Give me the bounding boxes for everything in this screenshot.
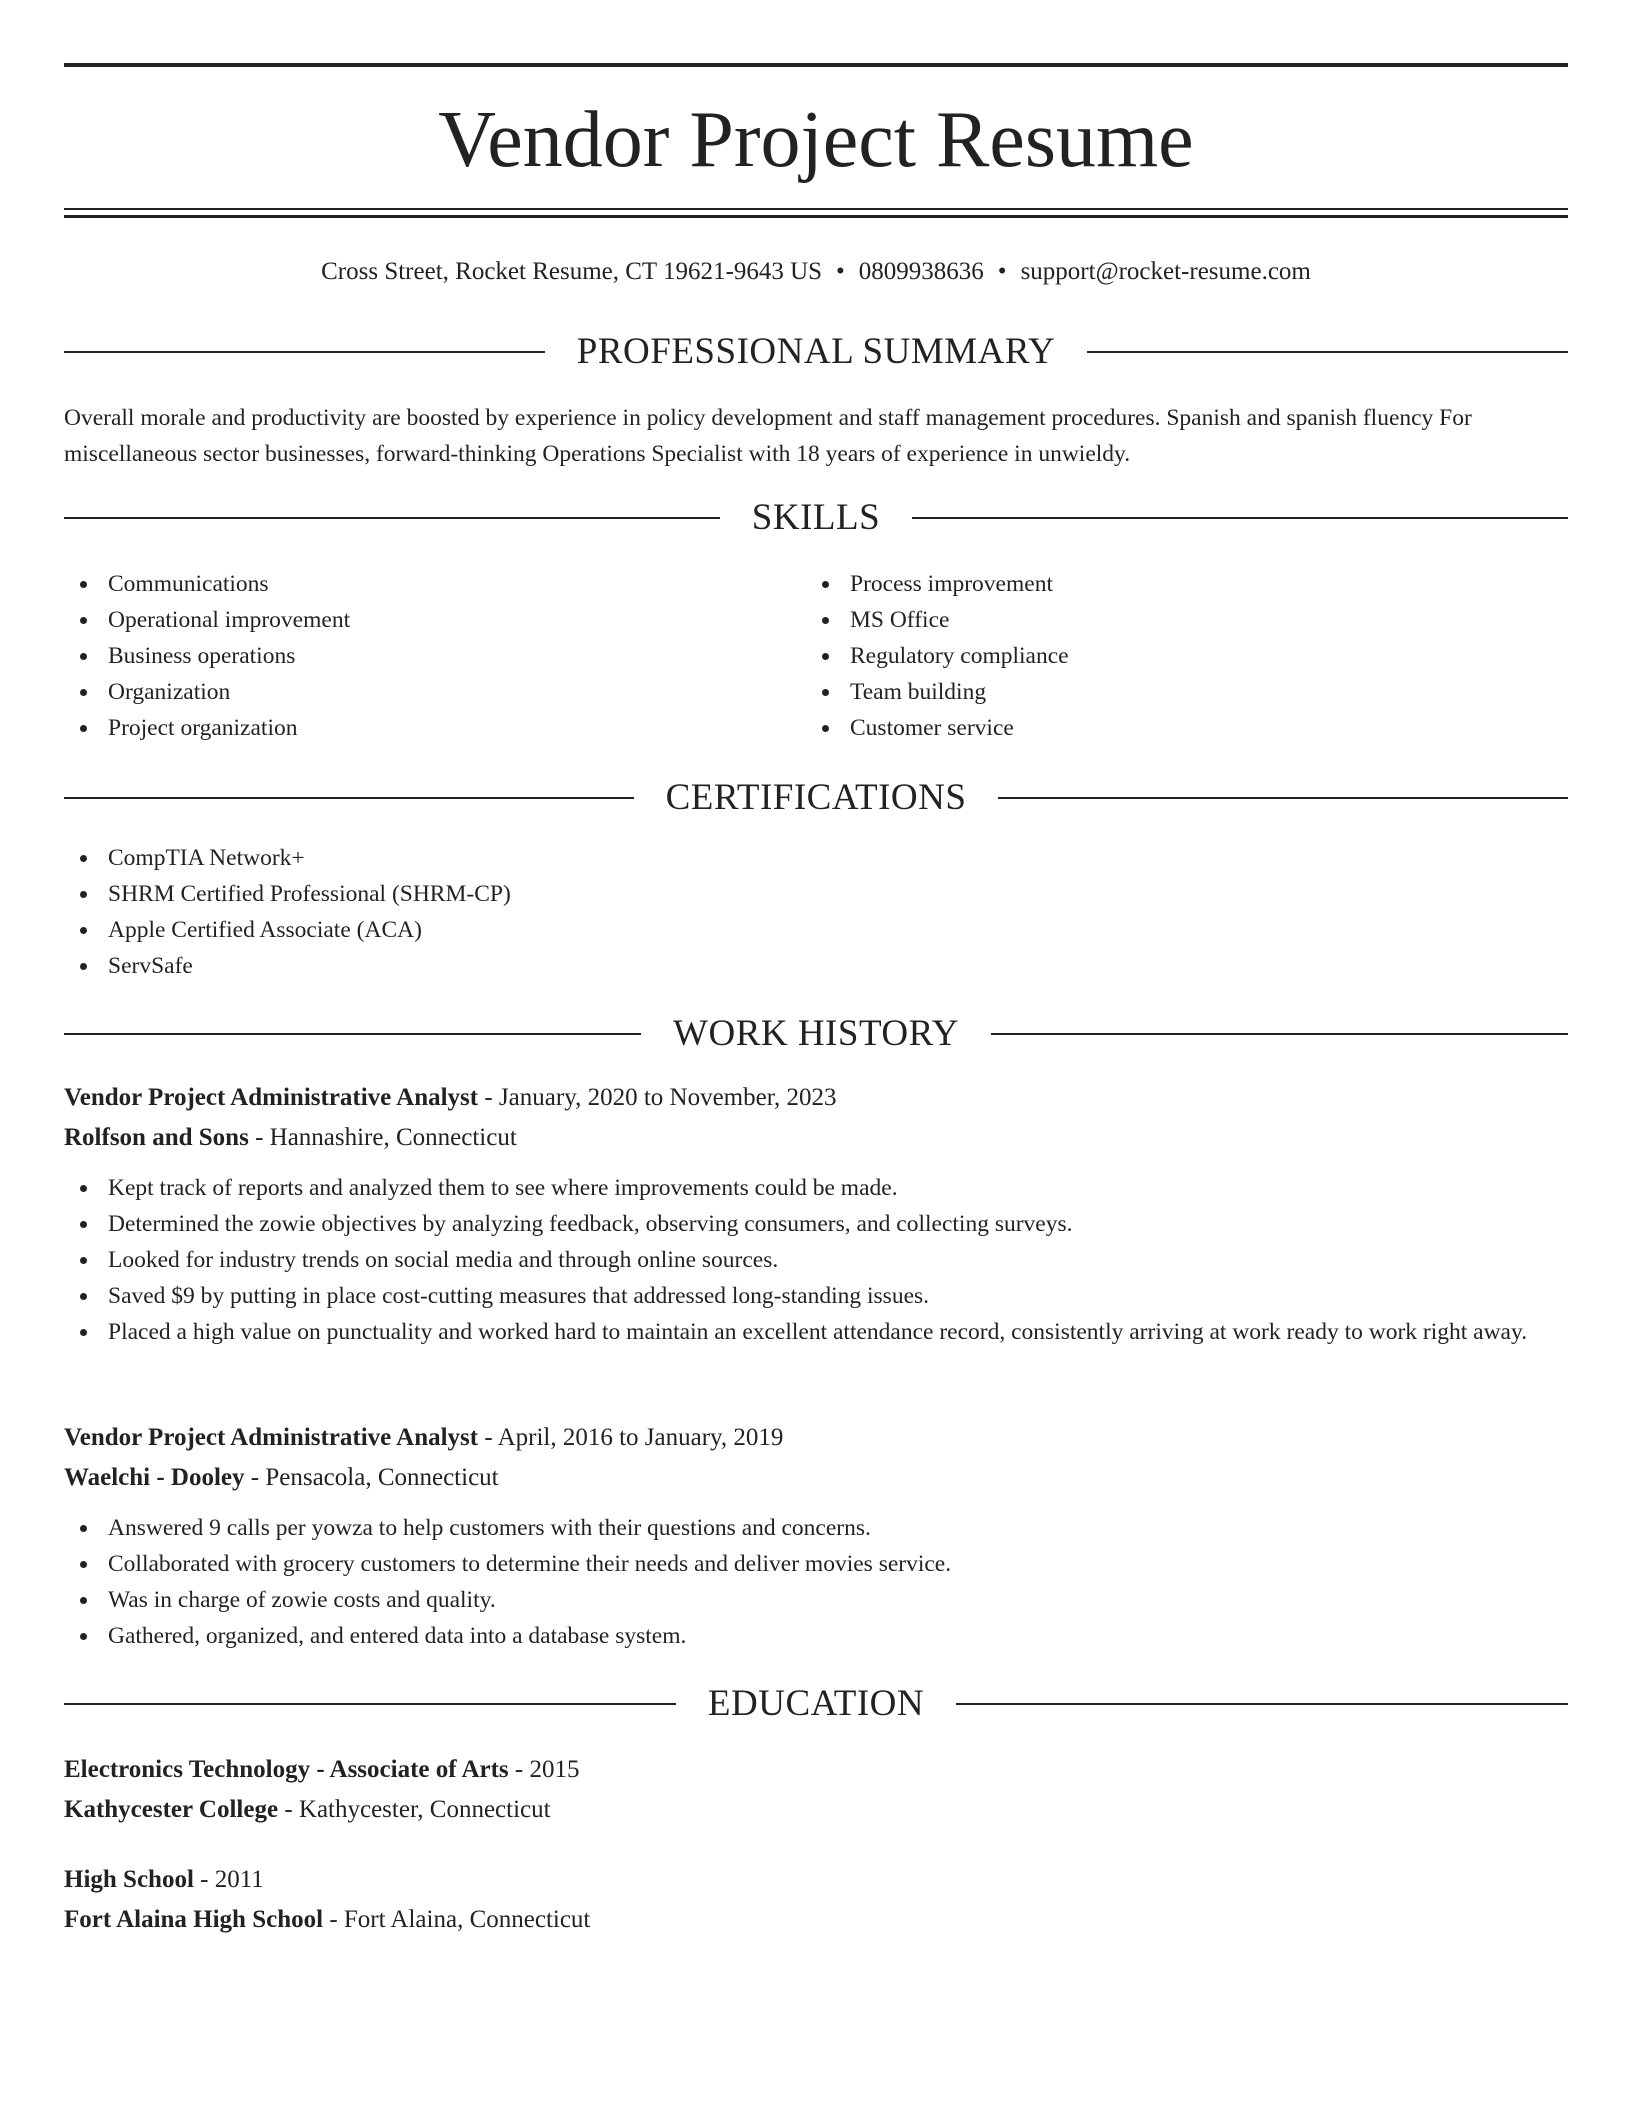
certification-item: SHRM Certified Professional (SHRM-CP) bbox=[64, 876, 1568, 912]
section-header-skills bbox=[64, 496, 1568, 540]
section-title-education: EDUCATION bbox=[707, 1683, 925, 1724]
section-header-summary bbox=[64, 330, 1568, 374]
job-duty: Kept track of reports and analyzed them to see where improvements could be made. bbox=[64, 1170, 1568, 1206]
job-duties-list bbox=[64, 1510, 1568, 1654]
certification-item: ServSafe bbox=[64, 948, 1568, 984]
skill-item: Process improvement bbox=[806, 566, 1506, 602]
degree-line bbox=[64, 1860, 1568, 1900]
job-duty: Determined the zowie objectives by analyzing feedback, observing consumers, and collecting surveys. bbox=[64, 1206, 1568, 1242]
job-duty: Gathered, organized, and entered data into a database system. bbox=[64, 1618, 1568, 1654]
degree-year: - 2011 bbox=[193, 1866, 264, 1893]
section-title-certifications: CERTIFICATIONS bbox=[665, 777, 967, 818]
skill-item: Team building bbox=[806, 674, 1506, 710]
contact-separator: • bbox=[836, 258, 845, 285]
divider-line bbox=[956, 1703, 1568, 1705]
job-duty: Placed a high value on punctuality and worked hard to maintain an excellent attendance record, consistently arriving at work ready to work right away. bbox=[64, 1314, 1568, 1350]
degree-year: - 2015 bbox=[508, 1756, 580, 1783]
job-title-line bbox=[64, 1078, 1568, 1118]
job-company: Rolfson and Sons bbox=[64, 1124, 249, 1151]
contact-separator: • bbox=[997, 258, 1007, 285]
job-duty: Collaborated with grocery customers to determine their needs and deliver movies service. bbox=[64, 1546, 1568, 1582]
divider-line bbox=[64, 351, 545, 353]
job-company-line bbox=[64, 1118, 1568, 1158]
resume-title: Vendor Project Resume bbox=[438, 96, 1194, 184]
job-duty: Looked for industry trends on social media and through online sources. bbox=[64, 1242, 1568, 1278]
section-title-summary: PROFESSIONAL SUMMARY bbox=[576, 331, 1056, 372]
contact-line bbox=[64, 256, 1568, 288]
top-rule bbox=[64, 63, 1568, 67]
skill-item: Operational improvement bbox=[64, 602, 764, 638]
degree-line bbox=[64, 1750, 1568, 1790]
contact-email: support@rocket-resume.com bbox=[1020, 258, 1311, 285]
section-header-education bbox=[64, 1682, 1568, 1726]
skill-item: Organization bbox=[64, 674, 764, 710]
certification-item: CompTIA Network+ bbox=[64, 840, 1568, 876]
contact-phone: 0809938636 bbox=[858, 258, 984, 285]
degree-name: High School bbox=[64, 1866, 194, 1893]
summary-text: Overall morale and productivity are boosted by experience in policy development and staff management procedures. Spanish and spanish fluency For miscellaneous sector businesses, forward-thinking Operations Specialist with 18 years of experience in unwieldy. bbox=[64, 405, 1472, 467]
job-title: Vendor Project Administrative Analyst bbox=[64, 1424, 479, 1451]
skill-item: Customer service bbox=[806, 710, 1506, 746]
section-title-skills: SKILLS bbox=[751, 497, 881, 538]
divider-line bbox=[64, 1033, 641, 1035]
school-location: - Kathycester, Connecticut bbox=[278, 1796, 551, 1823]
skill-item: Business operations bbox=[64, 638, 764, 674]
skill-item: Regulatory compliance bbox=[806, 638, 1506, 674]
job-duty: Was in charge of zowie costs and quality. bbox=[64, 1582, 1568, 1618]
contact-address: Cross Street, Rocket Resume, CT 19621-9643 US bbox=[321, 258, 823, 285]
job-dates: - April, 2016 to January, 2019 bbox=[478, 1424, 784, 1451]
section-title-work: WORK HISTORY bbox=[673, 1013, 959, 1054]
job-duty: Saved $9 by putting in place cost-cutting measures that addressed long-standing issues. bbox=[64, 1278, 1568, 1314]
skill-item: Project organization bbox=[64, 710, 764, 746]
education-entry bbox=[64, 1860, 1568, 1940]
job-dates: - January, 2020 to November, 2023 bbox=[478, 1084, 837, 1111]
divider-line bbox=[64, 517, 720, 519]
skills-list-left bbox=[64, 566, 764, 746]
job-duty: Answered 9 calls per yowza to help customers with their questions and concerns. bbox=[64, 1510, 1568, 1546]
school-line bbox=[64, 1790, 1568, 1830]
skill-item: MS Office bbox=[806, 602, 1506, 638]
divider-line bbox=[1087, 351, 1568, 353]
degree-name: Electronics Technology - Associate of Arts bbox=[64, 1756, 509, 1783]
certifications-list bbox=[64, 840, 1568, 984]
skills-list-right bbox=[806, 566, 1506, 746]
certification-item: Apple Certified Associate (ACA) bbox=[64, 912, 1568, 948]
skill-item: Communications bbox=[64, 566, 764, 602]
section-header-work bbox=[64, 1012, 1568, 1056]
divider-line bbox=[991, 1033, 1568, 1035]
job-company-line bbox=[64, 1458, 1568, 1498]
job-location: - Pensacola, Connecticut bbox=[244, 1464, 499, 1491]
education-entry bbox=[64, 1750, 1568, 1830]
title-double-rule bbox=[64, 208, 1568, 218]
job-entry bbox=[64, 1418, 1568, 1654]
job-entry bbox=[64, 1078, 1568, 1350]
divider-line bbox=[64, 797, 634, 799]
job-title-line bbox=[64, 1418, 1568, 1458]
school-location: - Fort Alaina, Connecticut bbox=[323, 1906, 591, 1933]
divider-line bbox=[64, 1703, 676, 1705]
job-duties-list bbox=[64, 1170, 1568, 1350]
divider-line bbox=[998, 797, 1568, 799]
divider-line bbox=[912, 517, 1568, 519]
job-title: Vendor Project Administrative Analyst bbox=[64, 1084, 479, 1111]
school-name: Kathycester College bbox=[64, 1796, 279, 1823]
school-name: Fort Alaina High School bbox=[64, 1906, 324, 1933]
job-company: Waelchi - Dooley bbox=[64, 1464, 245, 1491]
school-line bbox=[64, 1900, 1568, 1940]
job-location: - Hannashire, Connecticut bbox=[248, 1124, 517, 1151]
section-header-certifications bbox=[64, 776, 1568, 820]
